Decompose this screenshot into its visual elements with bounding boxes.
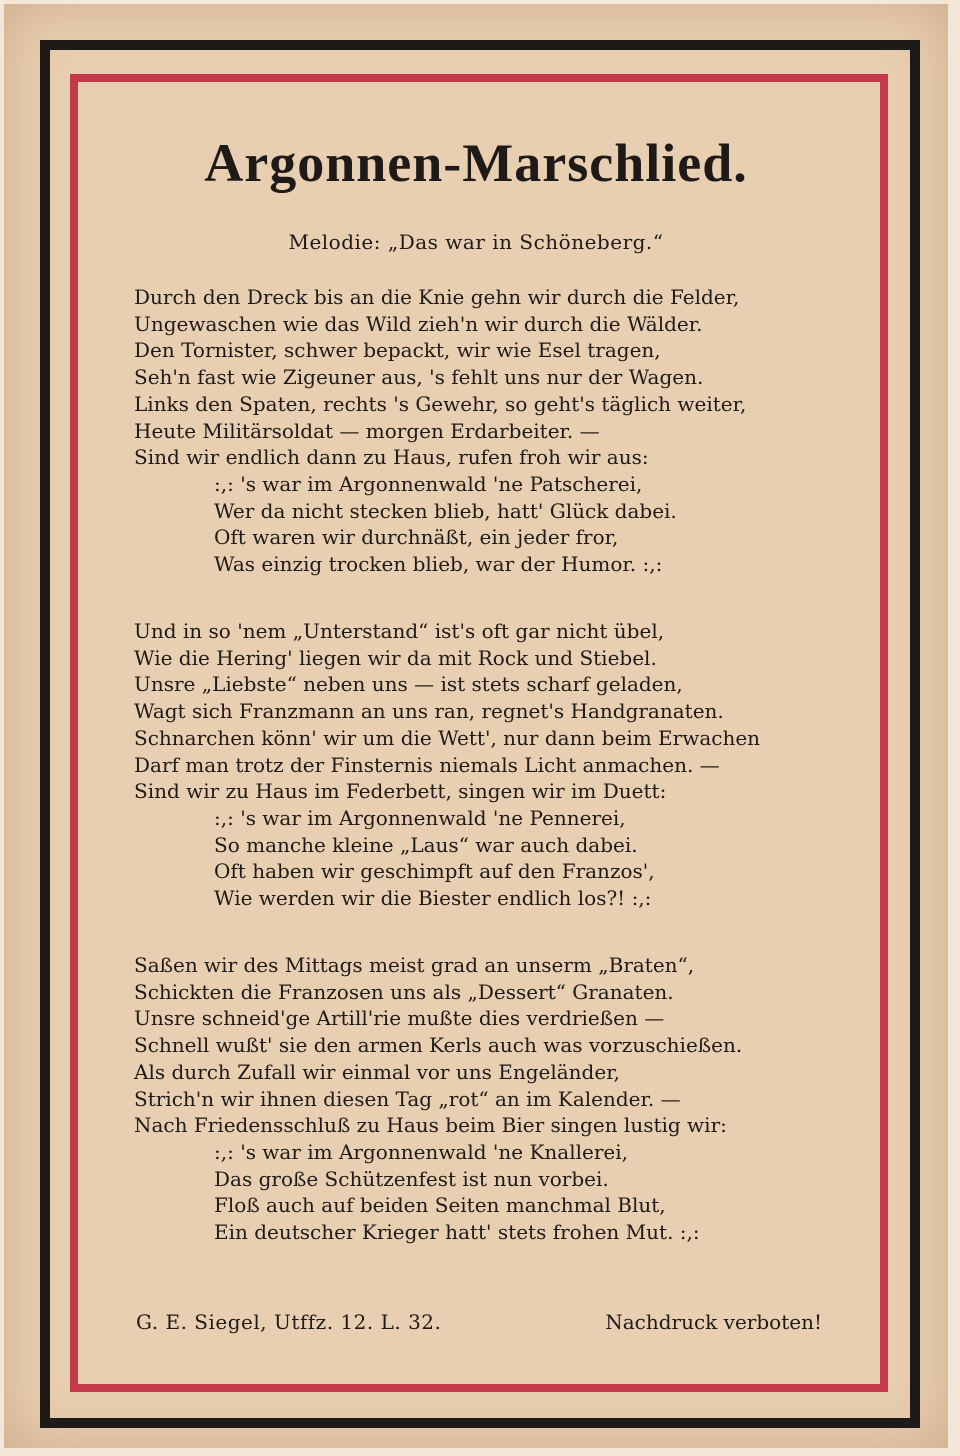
verse-line: Saßen wir des Mittags meist grad an unserm „Braten“, [134,953,695,977]
verse-line: Sind wir endlich dann zu Haus, rufen froh wir aus: [134,445,649,470]
melody-line: Melodie: „Das war in Schöneberg.“ [288,230,664,254]
refrain-line: Oft waren wir durchnäßt, ein jeder fror, [214,525,619,550]
verse-line: Wie die Hering' liegen wir da mit Rock und Stiebel. [134,645,657,670]
author-credit: G. E. Siegel, Utffz. 12. L. 32. [136,1310,442,1334]
copyright-notice: Nachdruck verboten! [605,1310,822,1334]
verse-line: Unsre schneid'ge Artill'rie mußte dies verdrießen — [134,1006,665,1031]
verse-line: Heute Militärsoldat — morgen Erdarbeiter. — [134,418,600,443]
verse-line: Ungewaschen wie das Wild zieh'n wir durch die Wälder. [134,311,703,336]
verse-line: Nach Friedensschluß zu Haus beim Bier singen lustig wir: [134,1113,727,1138]
stanza-1 [134,284,834,578]
refrain-line: :,: 's war im Argonnenwald 'ne Knallerei, [214,1139,629,1164]
verse-line: Den Tornister, schwer bepackt, wir wie Esel tragen, [134,338,661,363]
stanza-3 [134,952,834,1246]
verse-line: Durch den Dreck bis an die Knie gehn wir durch die Felder, [134,285,740,309]
verse-line: Strich'n wir ihnen diesen Tag „rot“ an im Kalender. — [134,1086,681,1111]
song-sheet [4,4,948,1448]
verse-line: Schickten die Franzosen uns als „Dessert“ Granaten. [134,979,674,1004]
stanza-2 [134,618,834,912]
refrain-line: Das große Schützenfest ist nun vorbei. [214,1166,609,1191]
refrain-line: Wie werden wir die Biester endlich los?! :,: [214,886,652,911]
refrain-line: Wer da nicht stecken blieb, hatt' Glück dabei. [214,498,677,523]
verse-line: Schnarchen könn' wir um die Wett', nur dann beim Erwachen [134,725,761,750]
verse-line: Links den Spaten, rechts 's Gewehr, so geht's täglich weiter, [134,391,747,416]
verse-line: Sind wir zu Haus im Federbett, singen wir im Duett: [134,779,667,804]
refrain-line: Ein deutscher Krieger hatt' stets frohen Mut. :,: [214,1220,700,1245]
verse-line: Unsre „Liebste“ neben uns — ist stets scharf geladen, [134,672,683,697]
verse-line: Seh'n fast wie Zigeuner aus, 's fehlt uns nur der Wagen. [134,365,704,390]
refrain-line: :,: 's war im Argonnenwald 'ne Pennerei, [214,805,626,830]
refrain-line: Floß auch auf beiden Seiten manchmal Blut, [214,1193,666,1218]
verse-line: Schnell wußt' sie den armen Kerls auch was vorzuschießen. [134,1033,743,1058]
verse-line: Darf man trotz der Finsternis niemals Licht anmachen. — [134,752,720,777]
refrain-line: So manche kleine „Laus“ war auch dabei. [214,832,638,857]
refrain-line: Oft haben wir geschimpft auf den Franzos', [214,859,655,884]
song-title: Argonnen-Marschlied. [204,133,748,193]
verse-line: Und in so 'nem „Unterstand“ ist's oft gar nicht übel, [134,619,665,643]
postcard [4,4,948,1448]
verse-line: Als durch Zufall wir einmal vor uns Engeländer, [134,1059,620,1084]
refrain-line: Was einzig trocken blieb, war der Humor. :,: [214,552,663,577]
verse-line: Wagt sich Franzmann an uns ran, regnet's Handgranaten. [134,699,724,724]
refrain-line: :,: 's war im Argonnenwald 'ne Patscherei, [214,471,643,496]
